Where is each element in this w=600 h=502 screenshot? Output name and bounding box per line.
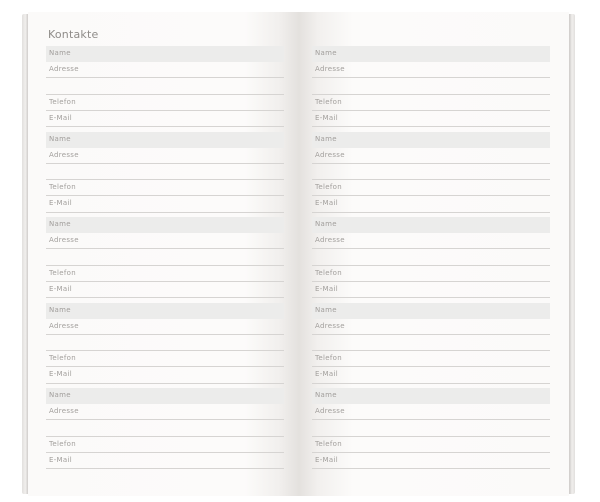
contact-entry	[312, 132, 550, 218]
right-contacts-column	[312, 46, 550, 474]
email-label: E-Mail	[315, 113, 338, 122]
phone-field[interactable]	[312, 266, 550, 282]
phone-label: Telefon	[315, 97, 342, 106]
email-field[interactable]	[46, 367, 284, 383]
address-line-2[interactable]	[312, 335, 550, 351]
page-title: Kontakte	[48, 28, 99, 41]
contact-entry	[46, 388, 284, 474]
address-field[interactable]	[312, 404, 550, 420]
address-line-2[interactable]	[312, 78, 550, 94]
name-label: Name	[49, 134, 71, 143]
name-label: Name	[315, 134, 337, 143]
name-label: Name	[315, 49, 337, 57]
phone-field[interactable]	[46, 351, 284, 367]
email-label: E-Mail	[49, 370, 72, 379]
phone-label: Telefon	[315, 354, 342, 363]
name-label: Name	[315, 391, 337, 399]
address-line-2[interactable]	[46, 335, 284, 351]
name-field[interactable]	[312, 46, 550, 62]
contact-entry	[46, 46, 284, 132]
contact-entry	[312, 46, 550, 132]
phone-field[interactable]	[312, 180, 550, 196]
email-label: E-Mail	[49, 284, 72, 293]
email-field[interactable]	[46, 282, 284, 298]
contact-entry	[312, 303, 550, 389]
phone-field[interactable]	[46, 437, 284, 453]
phone-label: Telefon	[315, 183, 342, 192]
name-field[interactable]	[312, 303, 550, 319]
email-label: E-Mail	[49, 199, 72, 208]
name-label: Name	[315, 220, 337, 228]
email-field[interactable]	[46, 453, 284, 469]
name-field[interactable]	[312, 217, 550, 233]
email-field[interactable]	[312, 196, 550, 212]
name-field[interactable]	[46, 217, 284, 233]
email-field[interactable]	[46, 111, 284, 127]
address-label: Adresse	[49, 150, 79, 159]
address-label: Adresse	[315, 407, 345, 415]
phone-label: Telefon	[49, 354, 76, 363]
address-line-2[interactable]	[46, 78, 284, 94]
address-line-2[interactable]	[46, 420, 284, 436]
address-line-2[interactable]	[312, 249, 550, 265]
email-label: E-Mail	[49, 455, 72, 464]
contact-entry	[46, 132, 284, 218]
address-field[interactable]	[46, 148, 284, 164]
address-label: Adresse	[49, 321, 79, 330]
email-label: E-Mail	[315, 284, 338, 293]
email-label: E-Mail	[315, 199, 338, 208]
name-label: Name	[49, 220, 71, 228]
email-field[interactable]	[312, 453, 550, 469]
phone-label: Telefon	[49, 183, 76, 192]
phone-field[interactable]	[312, 437, 550, 453]
email-label: E-Mail	[49, 113, 72, 122]
address-label: Adresse	[315, 236, 345, 244]
name-label: Name	[49, 49, 71, 57]
email-label: E-Mail	[315, 370, 338, 379]
name-field[interactable]	[46, 303, 284, 319]
address-line-2[interactable]	[46, 164, 284, 180]
name-label: Name	[49, 305, 71, 314]
address-field[interactable]	[312, 148, 550, 164]
address-label: Adresse	[49, 236, 79, 244]
phone-label: Telefon	[49, 268, 76, 277]
address-field[interactable]	[312, 233, 550, 249]
phone-label: Telefon	[315, 268, 342, 277]
address-label: Adresse	[315, 150, 345, 159]
contact-entry	[312, 388, 550, 474]
address-line-2[interactable]	[46, 249, 284, 265]
phone-field[interactable]	[46, 95, 284, 111]
address-label: Adresse	[49, 407, 79, 415]
phone-label: Telefon	[315, 439, 342, 448]
left-contacts-column	[46, 46, 284, 474]
phone-label: Telefon	[49, 97, 76, 106]
email-field[interactable]	[312, 111, 550, 127]
contact-entry	[46, 217, 284, 303]
contact-entry	[46, 303, 284, 389]
email-field[interactable]	[312, 367, 550, 383]
address-field[interactable]	[312, 319, 550, 335]
contact-entry	[312, 217, 550, 303]
name-label: Name	[49, 391, 71, 399]
address-line-2[interactable]	[312, 420, 550, 436]
name-field[interactable]	[312, 132, 550, 148]
address-label: Adresse	[49, 65, 79, 73]
address-field[interactable]	[46, 404, 284, 420]
phone-field[interactable]	[312, 95, 550, 111]
address-field[interactable]	[312, 62, 550, 78]
address-field[interactable]	[46, 319, 284, 335]
address-field[interactable]	[46, 233, 284, 249]
name-label: Name	[315, 305, 337, 314]
phone-field[interactable]	[46, 266, 284, 282]
name-field[interactable]	[312, 388, 550, 404]
email-field[interactable]	[312, 282, 550, 298]
address-field[interactable]	[46, 62, 284, 78]
phone-field[interactable]	[46, 180, 284, 196]
address-line-2[interactable]	[312, 164, 550, 180]
email-field[interactable]	[46, 196, 284, 212]
email-label: E-Mail	[315, 455, 338, 464]
name-field[interactable]	[46, 132, 284, 148]
address-label: Adresse	[315, 65, 345, 73]
address-label: Adresse	[315, 321, 345, 330]
phone-field[interactable]	[312, 351, 550, 367]
name-field[interactable]	[46, 46, 284, 62]
phone-label: Telefon	[49, 439, 76, 448]
name-field[interactable]	[46, 388, 284, 404]
